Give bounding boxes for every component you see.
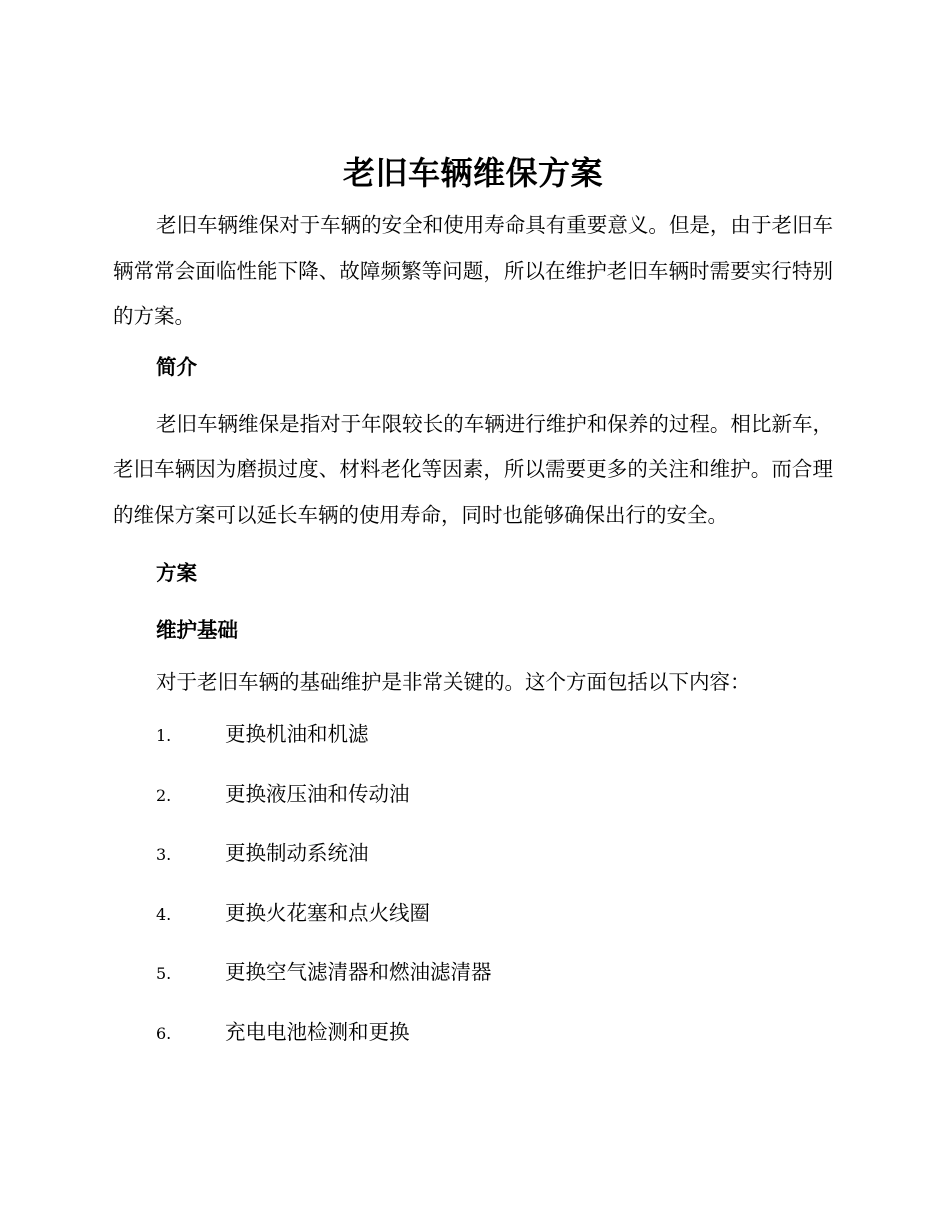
list-item-number: 2. [156, 785, 172, 805]
list-item-text: 更换制动系统油 [225, 841, 369, 865]
list-item-text: 充电电池检测和更换 [225, 1019, 410, 1044]
intro-section-body: 老旧车辆维保是指对于年限较长的车辆进行维护和保养的过程。相比新车，老旧车辆因为磨损过度、材料老化等因素，所以需要更多的关注和维护。而合理的维保方案可以延长车辆的使用寿命，同时也能够确保出行的安全。 [113, 411, 833, 527]
list-item-text: 更换火花塞和点火线圈 [225, 900, 430, 925]
section-heading-plan: 方案 [156, 561, 197, 585]
intro-paragraph: 老旧车辆维保对于车辆的安全和使用寿命具有重要意义。但是，由于老旧车辆常常会面临性能下降、故障频繁等问题，所以在维护老旧车辆时需要实行特别的方案。 [113, 213, 833, 328]
list-item-text: 更换空气滤清器和燃油滤清器 [225, 960, 492, 984]
list-item-text: 更换液压油和传动油 [225, 781, 410, 806]
list-item [113, 957, 833, 989]
document-page [113, 150, 833, 1049]
list-item-number: 1. [156, 726, 172, 745]
subsection-heading-basic: 维护基础 [156, 618, 238, 642]
maintenance-list [113, 719, 833, 1049]
list-item-number: 3. [156, 845, 172, 864]
basic-maintenance-body: 对于老旧车辆的基础维护是非常关键的。这个方面包括以下内容： [156, 670, 751, 694]
list-item [113, 779, 833, 811]
list-item-text: 更换机油和机滤 [225, 722, 369, 746]
document-title: 老旧车辆维保方案 [342, 154, 603, 192]
list-item-number: 5. [156, 964, 172, 983]
list-item [113, 838, 833, 870]
list-item [113, 719, 833, 751]
list-item-number: 6. [156, 1023, 172, 1043]
section-heading-intro: 简介 [156, 354, 197, 379]
list-item [113, 1017, 833, 1049]
list-item [113, 898, 833, 930]
list-item-number: 4. [156, 904, 172, 924]
